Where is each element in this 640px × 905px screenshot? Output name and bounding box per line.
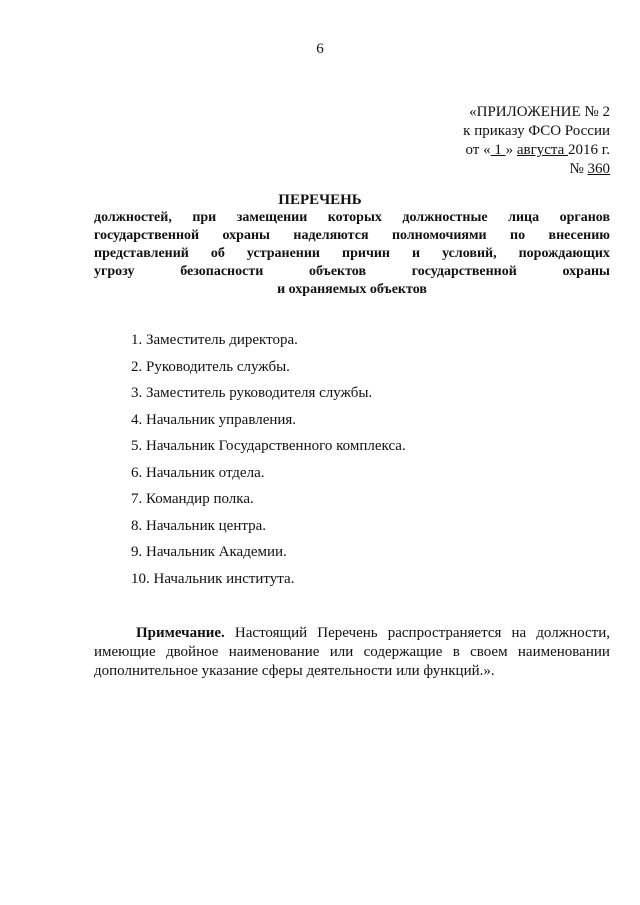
subtitle-word: безопасности [180, 264, 264, 279]
positions-list [131, 331, 591, 596]
position-item: 5. Начальник Государственного комплекса. [131, 438, 406, 454]
subtitle-word: лица [508, 210, 540, 225]
note-word: в [452, 644, 460, 660]
subtitle-word: наделяются [293, 228, 369, 243]
appendix-title: «ПРИЛОЖЕНИЕ № 2 [469, 104, 610, 120]
subtitle-word: порождающих [518, 246, 610, 261]
subtitle-word: объектов [309, 264, 366, 279]
subtitle-word: государственной [411, 264, 517, 279]
subtitle-word: об [210, 246, 225, 261]
position-item: 2. Руководитель службы. [131, 358, 290, 375]
page-number: 6 [316, 41, 324, 57]
subtitle-word: условий, [442, 246, 497, 261]
note-line-1 [94, 624, 610, 643]
note-line-2 [94, 643, 610, 662]
subtitle-line [94, 227, 610, 245]
position-item: 10. Начальник института. [131, 570, 295, 587]
position-item: 6. Начальник отдела. [131, 464, 265, 481]
subtitle-word: охраны [562, 264, 610, 279]
order-number: 360 [587, 161, 610, 177]
subtitle-word: угрозу [94, 264, 135, 279]
subtitle-word: внесению [548, 228, 610, 243]
subtitle-line [94, 263, 610, 281]
appendix-order-reference: к приказу ФСО России [463, 123, 610, 139]
date-mid: » [505, 142, 517, 158]
note-word: наименование [228, 644, 320, 660]
subtitle-word: замещении [236, 210, 308, 225]
position-item: 3. Заместитель руководителя службы. [131, 385, 373, 401]
note-line-3: дополнительное указание сферы деятельности или функций.». [94, 663, 495, 679]
note-word: двойное [165, 644, 219, 660]
position-item: 4. Начальник управления. [131, 411, 297, 428]
subtitle-word: по [510, 228, 526, 243]
number-prefix: № [569, 161, 588, 177]
subtitle-word: которых [327, 210, 382, 225]
subtitle-word: должностные [402, 210, 488, 225]
note-word: имеющие [94, 644, 156, 660]
subtitle-word: причин [342, 246, 390, 261]
position-item: 1. Заместитель директора. [131, 332, 298, 348]
note-word: Перечень [317, 625, 378, 641]
document-subtitle [94, 209, 610, 299]
subtitle-word: представлений [94, 246, 189, 261]
note-word: должности, [536, 625, 610, 641]
note-block [94, 624, 610, 681]
date-month: августа [516, 142, 569, 158]
subtitle-word: полномочиями [391, 228, 487, 243]
subtitle-word: при [192, 210, 217, 225]
subtitle-word: государственной [94, 228, 200, 243]
note-word: на [511, 625, 527, 641]
subtitle-word: и [412, 246, 421, 261]
subtitle-justified-lines [94, 209, 610, 281]
appendix-number [430, 160, 610, 179]
position-item: 8. Начальник центра. [131, 517, 266, 534]
document-title: ПЕРЕЧЕНЬ [278, 192, 362, 208]
note-word: Настоящий [234, 625, 308, 641]
date-prefix: от « [465, 142, 491, 158]
note-word: наименовании [517, 644, 610, 660]
date-year: 2016 г. [568, 142, 610, 158]
note-word: или [329, 644, 354, 660]
appendix-date [430, 141, 610, 160]
note-word: распространяется [387, 625, 502, 641]
subtitle-last-line: и охраняемых объектов [277, 282, 427, 297]
position-item: 9. Начальник Академии. [131, 544, 287, 560]
subtitle-line [94, 209, 610, 227]
note-word: содержащие [363, 644, 443, 660]
subtitle-word: устранении [246, 246, 321, 261]
appendix-header [430, 103, 610, 179]
position-item: 7. Командир полка. [131, 491, 254, 507]
subtitle-line [94, 245, 610, 263]
date-day: 1 [490, 142, 506, 158]
note-word: своем [470, 644, 508, 660]
subtitle-word: охраны [222, 228, 270, 243]
note-label: Примечание. [136, 625, 225, 641]
subtitle-word: должностей, [94, 210, 172, 225]
subtitle-word: органов [559, 210, 610, 225]
